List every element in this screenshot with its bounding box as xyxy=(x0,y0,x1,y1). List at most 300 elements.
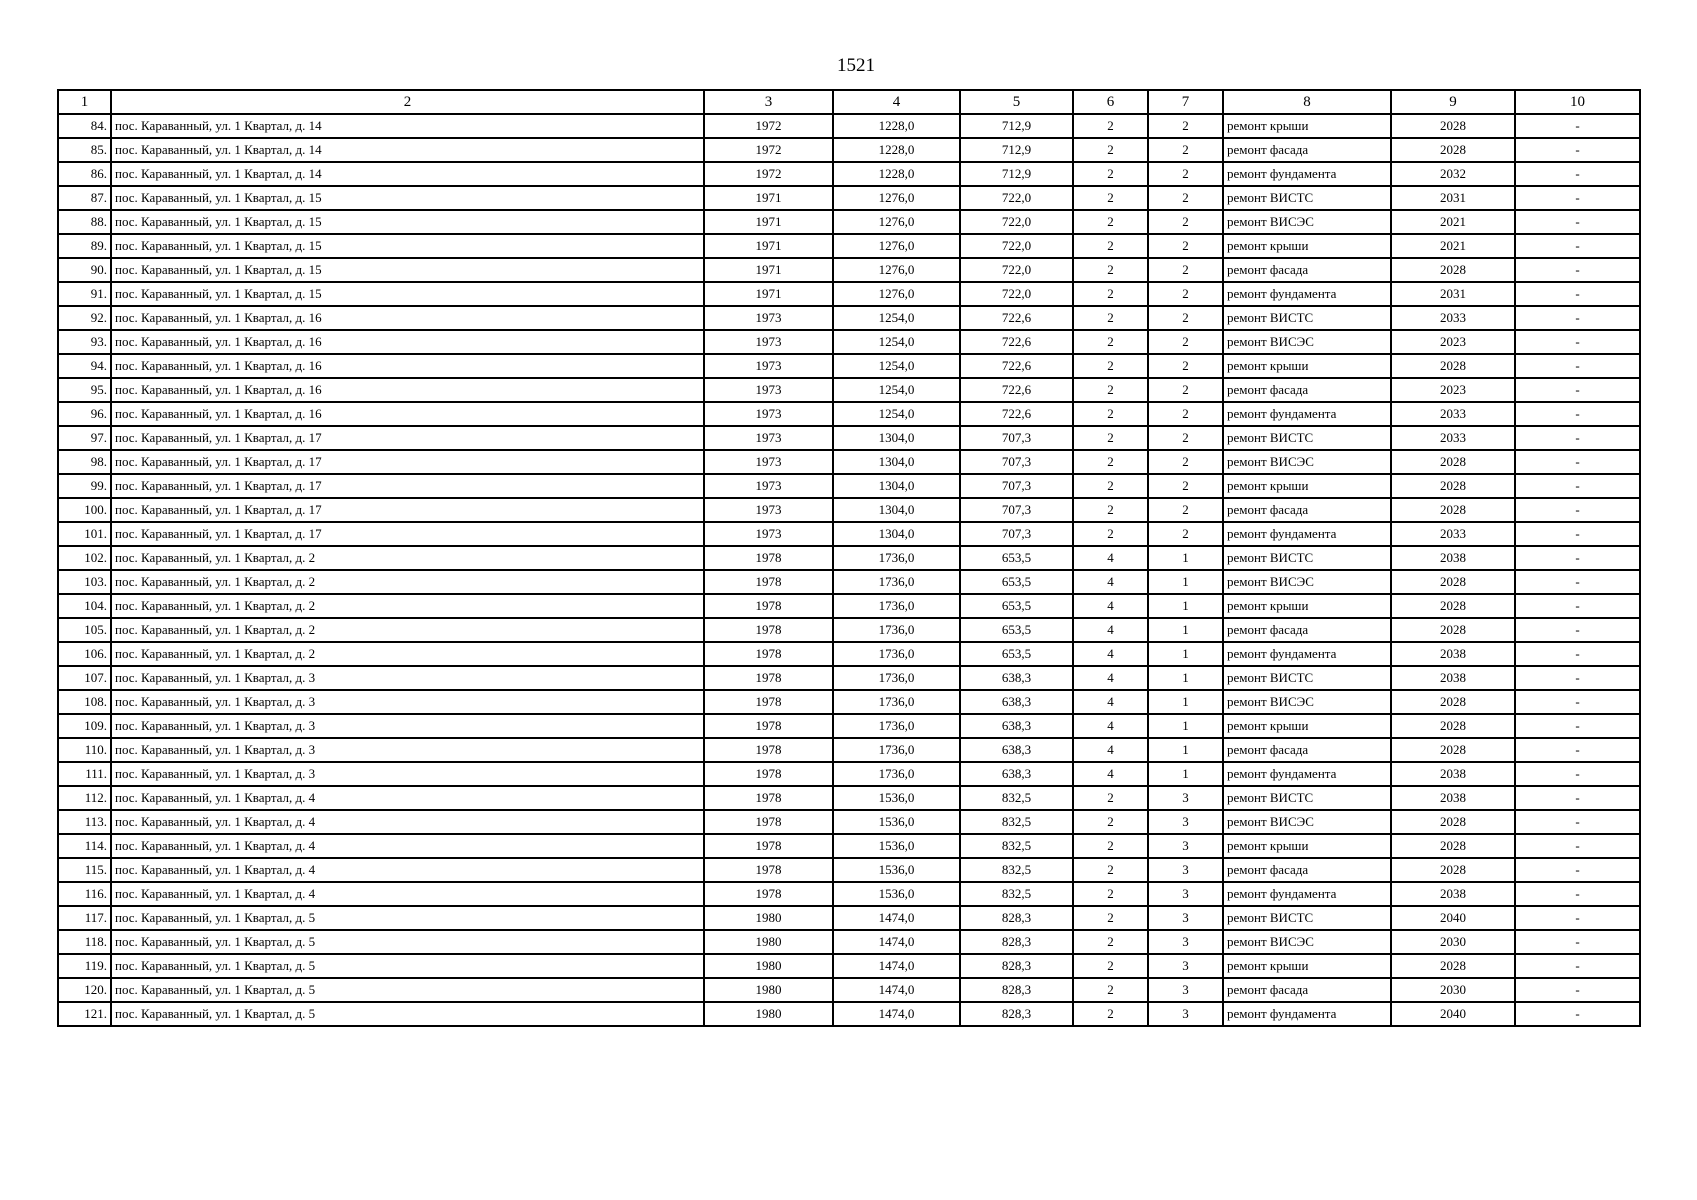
living-area-cell: 638,3 xyxy=(960,762,1073,786)
floors-cell: 4 xyxy=(1073,642,1148,666)
living-area-cell: 707,3 xyxy=(960,450,1073,474)
repair-type-cell: ремонт фасада xyxy=(1223,378,1391,402)
entrances-cell: 2 xyxy=(1148,378,1223,402)
repair-type-cell: ремонт ВИСТС xyxy=(1223,666,1391,690)
build-year-cell: 1973 xyxy=(704,306,833,330)
address-cell: пос. Караванный, ул. 1 Квартал, д. 17 xyxy=(111,498,704,522)
repair-year-cell: 2040 xyxy=(1391,906,1515,930)
table-row xyxy=(58,786,1640,810)
repair-year-cell: 2028 xyxy=(1391,138,1515,162)
table-row xyxy=(58,834,1640,858)
entrances-cell: 2 xyxy=(1148,186,1223,210)
table-row xyxy=(58,330,1640,354)
row-number-cell: 118. xyxy=(58,930,111,954)
note-cell: - xyxy=(1515,522,1640,546)
total-area-cell: 1228,0 xyxy=(833,114,960,138)
note-cell: - xyxy=(1515,426,1640,450)
table-row xyxy=(58,498,1640,522)
entrances-cell: 2 xyxy=(1148,210,1223,234)
note-cell: - xyxy=(1515,378,1640,402)
total-area-cell: 1254,0 xyxy=(833,330,960,354)
total-area-cell: 1228,0 xyxy=(833,162,960,186)
floors-cell: 4 xyxy=(1073,546,1148,570)
build-year-cell: 1978 xyxy=(704,642,833,666)
total-area-cell: 1736,0 xyxy=(833,618,960,642)
table-row xyxy=(58,282,1640,306)
repair-type-cell: ремонт ВИСЭС xyxy=(1223,330,1391,354)
total-area-cell: 1736,0 xyxy=(833,546,960,570)
total-area-cell: 1276,0 xyxy=(833,186,960,210)
address-cell: пос. Караванный, ул. 1 Квартал, д. 15 xyxy=(111,234,704,258)
repair-type-cell: ремонт ВИСТС xyxy=(1223,426,1391,450)
build-year-cell: 1971 xyxy=(704,258,833,282)
build-year-cell: 1980 xyxy=(704,954,833,978)
table-row xyxy=(58,666,1640,690)
table-row xyxy=(58,930,1640,954)
address-cell: пос. Караванный, ул. 1 Квартал, д. 5 xyxy=(111,906,704,930)
note-cell: - xyxy=(1515,306,1640,330)
repair-year-cell: 2021 xyxy=(1391,210,1515,234)
table-header-row xyxy=(58,90,1640,114)
repair-year-cell: 2028 xyxy=(1391,450,1515,474)
column-header-4: 4 xyxy=(833,90,960,114)
repair-type-cell: ремонт ВИСЭС xyxy=(1223,570,1391,594)
repair-year-cell: 2028 xyxy=(1391,618,1515,642)
table-row xyxy=(58,570,1640,594)
address-cell: пос. Караванный, ул. 1 Квартал, д. 15 xyxy=(111,258,704,282)
table-row xyxy=(58,810,1640,834)
entrances-cell: 2 xyxy=(1148,522,1223,546)
table-row xyxy=(58,594,1640,618)
address-cell: пос. Караванный, ул. 1 Квартал, д. 2 xyxy=(111,618,704,642)
floors-cell: 2 xyxy=(1073,498,1148,522)
living-area-cell: 638,3 xyxy=(960,714,1073,738)
build-year-cell: 1980 xyxy=(704,1002,833,1026)
address-cell: пос. Караванный, ул. 1 Квартал, д. 4 xyxy=(111,786,704,810)
note-cell: - xyxy=(1515,714,1640,738)
repair-type-cell: ремонт фундамента xyxy=(1223,642,1391,666)
total-area-cell: 1304,0 xyxy=(833,522,960,546)
floors-cell: 2 xyxy=(1073,450,1148,474)
column-header-1: 1 xyxy=(58,90,111,114)
note-cell: - xyxy=(1515,834,1640,858)
repair-year-cell: 2032 xyxy=(1391,162,1515,186)
living-area-cell: 707,3 xyxy=(960,522,1073,546)
row-number-cell: 85. xyxy=(58,138,111,162)
repair-year-cell: 2038 xyxy=(1391,882,1515,906)
build-year-cell: 1973 xyxy=(704,498,833,522)
table-row xyxy=(58,882,1640,906)
repair-type-cell: ремонт крыши xyxy=(1223,714,1391,738)
build-year-cell: 1978 xyxy=(704,834,833,858)
total-area-cell: 1254,0 xyxy=(833,306,960,330)
note-cell: - xyxy=(1515,402,1640,426)
total-area-cell: 1304,0 xyxy=(833,474,960,498)
row-number-cell: 89. xyxy=(58,234,111,258)
note-cell: - xyxy=(1515,474,1640,498)
living-area-cell: 638,3 xyxy=(960,738,1073,762)
living-area-cell: 828,3 xyxy=(960,954,1073,978)
build-year-cell: 1972 xyxy=(704,114,833,138)
entrances-cell: 2 xyxy=(1148,282,1223,306)
repair-year-cell: 2021 xyxy=(1391,234,1515,258)
repair-type-cell: ремонт фундамента xyxy=(1223,522,1391,546)
total-area-cell: 1474,0 xyxy=(833,930,960,954)
total-area-cell: 1304,0 xyxy=(833,498,960,522)
build-year-cell: 1973 xyxy=(704,330,833,354)
entrances-cell: 2 xyxy=(1148,114,1223,138)
note-cell: - xyxy=(1515,114,1640,138)
note-cell: - xyxy=(1515,138,1640,162)
address-cell: пос. Караванный, ул. 1 Квартал, д. 2 xyxy=(111,642,704,666)
row-number-cell: 114. xyxy=(58,834,111,858)
entrances-cell: 2 xyxy=(1148,306,1223,330)
note-cell: - xyxy=(1515,546,1640,570)
repair-year-cell: 2023 xyxy=(1391,330,1515,354)
build-year-cell: 1978 xyxy=(704,714,833,738)
note-cell: - xyxy=(1515,666,1640,690)
repair-year-cell: 2028 xyxy=(1391,690,1515,714)
row-number-cell: 100. xyxy=(58,498,111,522)
repair-type-cell: ремонт фасада xyxy=(1223,618,1391,642)
repair-type-cell: ремонт крыши xyxy=(1223,954,1391,978)
floors-cell: 2 xyxy=(1073,978,1148,1002)
address-cell: пос. Караванный, ул. 1 Квартал, д. 2 xyxy=(111,570,704,594)
note-cell: - xyxy=(1515,570,1640,594)
floors-cell: 2 xyxy=(1073,258,1148,282)
build-year-cell: 1973 xyxy=(704,450,833,474)
note-cell: - xyxy=(1515,594,1640,618)
repair-year-cell: 2028 xyxy=(1391,354,1515,378)
total-area-cell: 1276,0 xyxy=(833,258,960,282)
table-row xyxy=(58,714,1640,738)
repair-type-cell: ремонт ВИСЭС xyxy=(1223,210,1391,234)
repair-type-cell: ремонт ВИСТС xyxy=(1223,546,1391,570)
repair-year-cell: 2030 xyxy=(1391,978,1515,1002)
column-header-5: 5 xyxy=(960,90,1073,114)
note-cell: - xyxy=(1515,642,1640,666)
repair-year-cell: 2028 xyxy=(1391,714,1515,738)
total-area-cell: 1736,0 xyxy=(833,714,960,738)
repair-year-cell: 2028 xyxy=(1391,474,1515,498)
entrances-cell: 2 xyxy=(1148,138,1223,162)
total-area-cell: 1736,0 xyxy=(833,594,960,618)
living-area-cell: 828,3 xyxy=(960,906,1073,930)
address-cell: пос. Караванный, ул. 1 Квартал, д. 15 xyxy=(111,210,704,234)
note-cell: - xyxy=(1515,162,1640,186)
row-number-cell: 86. xyxy=(58,162,111,186)
table-row xyxy=(58,450,1640,474)
table-row xyxy=(58,114,1640,138)
table-row xyxy=(58,138,1640,162)
living-area-cell: 722,0 xyxy=(960,210,1073,234)
living-area-cell: 722,6 xyxy=(960,306,1073,330)
total-area-cell: 1536,0 xyxy=(833,858,960,882)
repair-type-cell: ремонт крыши xyxy=(1223,474,1391,498)
floors-cell: 4 xyxy=(1073,570,1148,594)
entrances-cell: 1 xyxy=(1148,594,1223,618)
floors-cell: 4 xyxy=(1073,666,1148,690)
address-cell: пос. Караванный, ул. 1 Квартал, д. 3 xyxy=(111,690,704,714)
floors-cell: 2 xyxy=(1073,906,1148,930)
living-area-cell: 653,5 xyxy=(960,570,1073,594)
entrances-cell: 2 xyxy=(1148,474,1223,498)
repair-year-cell: 2038 xyxy=(1391,786,1515,810)
living-area-cell: 722,0 xyxy=(960,186,1073,210)
address-cell: пос. Караванный, ул. 1 Квартал, д. 17 xyxy=(111,474,704,498)
row-number-cell: 93. xyxy=(58,330,111,354)
repair-year-cell: 2028 xyxy=(1391,498,1515,522)
note-cell: - xyxy=(1515,282,1640,306)
note-cell: - xyxy=(1515,210,1640,234)
address-cell: пос. Караванный, ул. 1 Квартал, д. 5 xyxy=(111,978,704,1002)
build-year-cell: 1973 xyxy=(704,402,833,426)
table-row xyxy=(58,402,1640,426)
build-year-cell: 1978 xyxy=(704,786,833,810)
floors-cell: 2 xyxy=(1073,522,1148,546)
table-row xyxy=(58,1002,1640,1026)
living-area-cell: 828,3 xyxy=(960,978,1073,1002)
entrances-cell: 1 xyxy=(1148,618,1223,642)
entrances-cell: 2 xyxy=(1148,234,1223,258)
note-cell: - xyxy=(1515,930,1640,954)
note-cell: - xyxy=(1515,450,1640,474)
total-area-cell: 1736,0 xyxy=(833,762,960,786)
repair-type-cell: ремонт ВИСЭС xyxy=(1223,690,1391,714)
build-year-cell: 1978 xyxy=(704,618,833,642)
floors-cell: 4 xyxy=(1073,738,1148,762)
repair-type-cell: ремонт ВИСТС xyxy=(1223,306,1391,330)
living-area-cell: 638,3 xyxy=(960,690,1073,714)
build-year-cell: 1980 xyxy=(704,978,833,1002)
table-body xyxy=(58,114,1640,1026)
living-area-cell: 722,0 xyxy=(960,282,1073,306)
build-year-cell: 1971 xyxy=(704,234,833,258)
floors-cell: 2 xyxy=(1073,954,1148,978)
entrances-cell: 2 xyxy=(1148,402,1223,426)
living-area-cell: 653,5 xyxy=(960,642,1073,666)
total-area-cell: 1254,0 xyxy=(833,354,960,378)
build-year-cell: 1980 xyxy=(704,906,833,930)
entrances-cell: 1 xyxy=(1148,546,1223,570)
repair-type-cell: ремонт ВИСЭС xyxy=(1223,810,1391,834)
total-area-cell: 1474,0 xyxy=(833,906,960,930)
total-area-cell: 1736,0 xyxy=(833,690,960,714)
living-area-cell: 832,5 xyxy=(960,834,1073,858)
row-number-cell: 84. xyxy=(58,114,111,138)
repair-type-cell: ремонт ВИСТС xyxy=(1223,906,1391,930)
row-number-cell: 121. xyxy=(58,1002,111,1026)
entrances-cell: 3 xyxy=(1148,810,1223,834)
entrances-cell: 1 xyxy=(1148,690,1223,714)
row-number-cell: 95. xyxy=(58,378,111,402)
build-year-cell: 1978 xyxy=(704,882,833,906)
address-cell: пос. Караванный, ул. 1 Квартал, д. 4 xyxy=(111,834,704,858)
note-cell: - xyxy=(1515,954,1640,978)
table-row xyxy=(58,906,1640,930)
repair-year-cell: 2028 xyxy=(1391,858,1515,882)
address-cell: пос. Караванный, ул. 1 Квартал, д. 14 xyxy=(111,162,704,186)
note-cell: - xyxy=(1515,354,1640,378)
repair-year-cell: 2028 xyxy=(1391,570,1515,594)
repair-type-cell: ремонт фундамента xyxy=(1223,762,1391,786)
address-cell: пос. Караванный, ул. 1 Квартал, д. 14 xyxy=(111,114,704,138)
row-number-cell: 109. xyxy=(58,714,111,738)
total-area-cell: 1228,0 xyxy=(833,138,960,162)
repair-type-cell: ремонт фундамента xyxy=(1223,1002,1391,1026)
address-cell: пос. Караванный, ул. 1 Квартал, д. 17 xyxy=(111,450,704,474)
address-cell: пос. Караванный, ул. 1 Квартал, д. 3 xyxy=(111,666,704,690)
build-year-cell: 1978 xyxy=(704,810,833,834)
table-row xyxy=(58,474,1640,498)
repair-year-cell: 2028 xyxy=(1391,738,1515,762)
note-cell: - xyxy=(1515,738,1640,762)
total-area-cell: 1254,0 xyxy=(833,402,960,426)
floors-cell: 2 xyxy=(1073,402,1148,426)
row-number-cell: 116. xyxy=(58,882,111,906)
total-area-cell: 1254,0 xyxy=(833,378,960,402)
row-number-cell: 101. xyxy=(58,522,111,546)
table-row xyxy=(58,954,1640,978)
living-area-cell: 712,9 xyxy=(960,162,1073,186)
row-number-cell: 120. xyxy=(58,978,111,1002)
total-area-cell: 1304,0 xyxy=(833,450,960,474)
repair-type-cell: ремонт фундамента xyxy=(1223,282,1391,306)
build-year-cell: 1973 xyxy=(704,378,833,402)
row-number-cell: 90. xyxy=(58,258,111,282)
row-number-cell: 98. xyxy=(58,450,111,474)
table-row xyxy=(58,426,1640,450)
address-cell: пос. Караванный, ул. 1 Квартал, д. 16 xyxy=(111,354,704,378)
repair-year-cell: 2040 xyxy=(1391,1002,1515,1026)
repair-type-cell: ремонт крыши xyxy=(1223,834,1391,858)
row-number-cell: 111. xyxy=(58,762,111,786)
row-number-cell: 103. xyxy=(58,570,111,594)
living-area-cell: 722,6 xyxy=(960,402,1073,426)
repair-type-cell: ремонт крыши xyxy=(1223,354,1391,378)
floors-cell: 2 xyxy=(1073,354,1148,378)
build-year-cell: 1973 xyxy=(704,354,833,378)
build-year-cell: 1972 xyxy=(704,138,833,162)
build-year-cell: 1978 xyxy=(704,858,833,882)
address-cell: пос. Караванный, ул. 1 Квартал, д. 5 xyxy=(111,930,704,954)
address-cell: пос. Караванный, ул. 1 Квартал, д. 16 xyxy=(111,402,704,426)
table-row xyxy=(58,186,1640,210)
build-year-cell: 1973 xyxy=(704,426,833,450)
row-number-cell: 92. xyxy=(58,306,111,330)
note-cell: - xyxy=(1515,186,1640,210)
row-number-cell: 113. xyxy=(58,810,111,834)
floors-cell: 2 xyxy=(1073,474,1148,498)
address-cell: пос. Караванный, ул. 1 Квартал, д. 17 xyxy=(111,522,704,546)
table-row xyxy=(58,546,1640,570)
repair-year-cell: 2038 xyxy=(1391,666,1515,690)
row-number-cell: 104. xyxy=(58,594,111,618)
floors-cell: 2 xyxy=(1073,282,1148,306)
row-number-cell: 110. xyxy=(58,738,111,762)
entrances-cell: 3 xyxy=(1148,786,1223,810)
repair-type-cell: ремонт крыши xyxy=(1223,114,1391,138)
floors-cell: 2 xyxy=(1073,210,1148,234)
repair-year-cell: 2030 xyxy=(1391,930,1515,954)
table-row xyxy=(58,306,1640,330)
repair-type-cell: ремонт фасада xyxy=(1223,978,1391,1002)
repair-type-cell: ремонт крыши xyxy=(1223,594,1391,618)
build-year-cell: 1971 xyxy=(704,282,833,306)
floors-cell: 2 xyxy=(1073,162,1148,186)
address-cell: пос. Караванный, ул. 1 Квартал, д. 3 xyxy=(111,714,704,738)
floors-cell: 2 xyxy=(1073,786,1148,810)
floors-cell: 2 xyxy=(1073,1002,1148,1026)
living-area-cell: 832,5 xyxy=(960,786,1073,810)
living-area-cell: 722,0 xyxy=(960,258,1073,282)
living-area-cell: 707,3 xyxy=(960,498,1073,522)
living-area-cell: 722,6 xyxy=(960,378,1073,402)
address-cell: пос. Караванный, ул. 1 Квартал, д. 15 xyxy=(111,282,704,306)
repair-year-cell: 2028 xyxy=(1391,954,1515,978)
repair-type-cell: ремонт ВИСЭС xyxy=(1223,930,1391,954)
note-cell: - xyxy=(1515,258,1640,282)
note-cell: - xyxy=(1515,618,1640,642)
row-number-cell: 106. xyxy=(58,642,111,666)
repair-year-cell: 2038 xyxy=(1391,762,1515,786)
total-area-cell: 1536,0 xyxy=(833,882,960,906)
floors-cell: 2 xyxy=(1073,834,1148,858)
table-row xyxy=(58,522,1640,546)
floors-cell: 2 xyxy=(1073,138,1148,162)
address-cell: пос. Караванный, ул. 1 Квартал, д. 3 xyxy=(111,738,704,762)
living-area-cell: 832,5 xyxy=(960,882,1073,906)
row-number-cell: 88. xyxy=(58,210,111,234)
repair-type-cell: ремонт ВИСТС xyxy=(1223,186,1391,210)
column-header-2: 2 xyxy=(111,90,704,114)
row-number-cell: 108. xyxy=(58,690,111,714)
housing-repair-table xyxy=(57,89,1641,1027)
row-number-cell: 99. xyxy=(58,474,111,498)
repair-year-cell: 2023 xyxy=(1391,378,1515,402)
address-cell: пос. Караванный, ул. 1 Квартал, д. 4 xyxy=(111,882,704,906)
row-number-cell: 97. xyxy=(58,426,111,450)
total-area-cell: 1536,0 xyxy=(833,834,960,858)
floors-cell: 4 xyxy=(1073,690,1148,714)
note-cell: - xyxy=(1515,234,1640,258)
entrances-cell: 3 xyxy=(1148,930,1223,954)
floors-cell: 2 xyxy=(1073,810,1148,834)
repair-year-cell: 2038 xyxy=(1391,642,1515,666)
repair-year-cell: 2033 xyxy=(1391,426,1515,450)
table-row xyxy=(58,978,1640,1002)
row-number-cell: 102. xyxy=(58,546,111,570)
table-row xyxy=(58,762,1640,786)
table-row xyxy=(58,618,1640,642)
repair-year-cell: 2033 xyxy=(1391,402,1515,426)
row-number-cell: 96. xyxy=(58,402,111,426)
entrances-cell: 2 xyxy=(1148,330,1223,354)
build-year-cell: 1973 xyxy=(704,474,833,498)
build-year-cell: 1980 xyxy=(704,930,833,954)
living-area-cell: 828,3 xyxy=(960,1002,1073,1026)
floors-cell: 2 xyxy=(1073,114,1148,138)
address-cell: пос. Караванный, ул. 1 Квартал, д. 17 xyxy=(111,426,704,450)
entrances-cell: 3 xyxy=(1148,978,1223,1002)
entrances-cell: 2 xyxy=(1148,258,1223,282)
build-year-cell: 1978 xyxy=(704,594,833,618)
repair-year-cell: 2033 xyxy=(1391,522,1515,546)
entrances-cell: 1 xyxy=(1148,666,1223,690)
build-year-cell: 1973 xyxy=(704,522,833,546)
address-cell: пос. Караванный, ул. 1 Квартал, д. 4 xyxy=(111,858,704,882)
row-number-cell: 117. xyxy=(58,906,111,930)
